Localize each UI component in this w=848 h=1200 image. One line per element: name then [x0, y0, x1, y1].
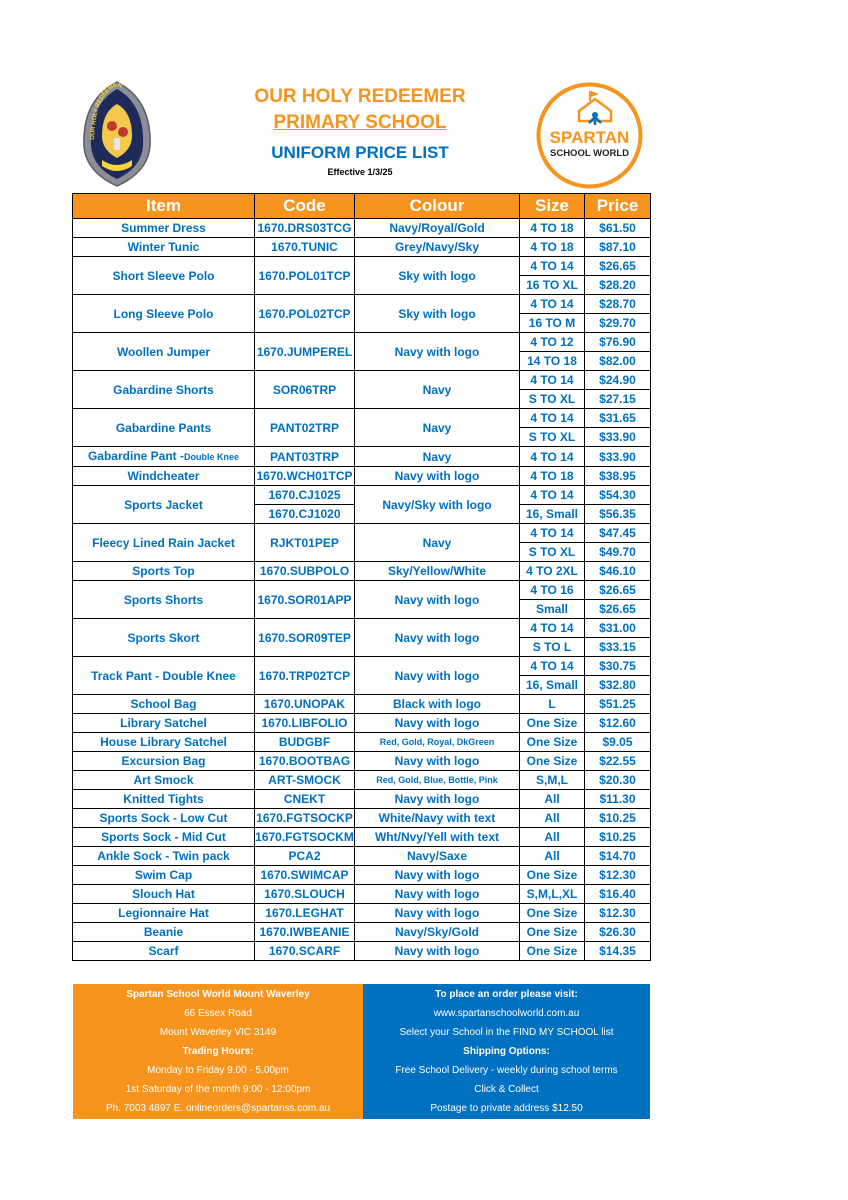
table-row — [73, 847, 651, 866]
code-cell: 1670.TUNIC — [255, 238, 355, 257]
price-cell: $12.60 — [585, 714, 651, 733]
code-cell: PANT03TRP — [255, 447, 355, 467]
price-cell: $12.30 — [585, 866, 651, 885]
school-name-line1: OUR HOLY REDEEMER — [254, 86, 466, 107]
code-cell: 1670.LIBFOLIO — [255, 714, 355, 733]
price-cell: $87.10 — [585, 238, 651, 257]
size-cell: 4 TO 18 — [520, 238, 585, 257]
size-cell: 4 TO 12 — [520, 333, 585, 352]
table-row — [73, 828, 651, 847]
colour-cell: Navy with logo — [355, 904, 520, 923]
item-cell: Sports Sock - Mid Cut — [73, 828, 255, 847]
price-cell: $14.35 — [585, 942, 651, 961]
price-cell: $76.90 — [585, 333, 651, 352]
price-cell: $33.90 — [585, 447, 651, 467]
size-cell: L — [520, 695, 585, 714]
item-cell: Sports Jacket — [73, 486, 255, 524]
colour-cell: Sky with logo — [355, 295, 520, 333]
size-cell: All — [520, 790, 585, 809]
price-cell: $28.70 — [585, 295, 651, 314]
code-cell: 1670.FGTSOCKM — [255, 828, 355, 847]
item-cell: Long Sleeve Polo — [73, 295, 255, 333]
table-row — [73, 447, 651, 467]
column-header-price: Price — [585, 194, 651, 219]
store-info-panel — [73, 984, 363, 1119]
size-cell: 4 TO 14 — [520, 409, 585, 428]
price-cell: $54.30 — [585, 486, 651, 505]
size-cell: S TO XL — [520, 390, 585, 409]
column-header-code: Code — [255, 194, 355, 219]
item-cell: Gabardine Shorts — [73, 371, 255, 409]
price-cell: $11.30 — [585, 790, 651, 809]
price-cell: $20.30 — [585, 771, 651, 790]
price-cell: $32.80 — [585, 676, 651, 695]
code-cell: ART-SMOCK — [255, 771, 355, 790]
colour-cell: Navy with logo — [355, 657, 520, 695]
store-address-street: 66 Essex Road — [184, 1008, 252, 1019]
ordering-info-panel — [363, 984, 650, 1119]
colour-cell: Navy — [355, 524, 520, 562]
code-cell: 1670.BOOTBAG — [255, 752, 355, 771]
colour-cell: Navy — [355, 447, 520, 467]
colour-cell: Navy/Saxe — [355, 847, 520, 866]
code-cell: BUDGBF — [255, 733, 355, 752]
shipping-option-click-collect: Click & Collect — [474, 1084, 539, 1095]
trading-hours-heading: Trading Hours: — [182, 1046, 254, 1057]
colour-cell: Navy with logo — [355, 333, 520, 371]
price-cell: $26.65 — [585, 257, 651, 276]
item-cell: Knitted Tights — [73, 790, 255, 809]
code-cell: CNEKT — [255, 790, 355, 809]
price-cell: $38.95 — [585, 467, 651, 486]
item-cell: Gabardine Pants — [73, 409, 255, 447]
size-cell: One Size — [520, 923, 585, 942]
price-cell: $12.30 — [585, 904, 651, 923]
colour-cell: Black with logo — [355, 695, 520, 714]
size-cell: 4 TO 18 — [520, 467, 585, 486]
colour-cell: Navy/Sky/Gold — [355, 923, 520, 942]
item-cell: Short Sleeve Polo — [73, 257, 255, 295]
price-cell: $24.90 — [585, 371, 651, 390]
table-row — [73, 257, 651, 276]
item-cell: Sports Skort — [73, 619, 255, 657]
size-cell: One Size — [520, 942, 585, 961]
table-row — [73, 295, 651, 314]
table-row — [73, 657, 651, 676]
colour-cell: Navy with logo — [355, 752, 520, 771]
code-cell: 1670.SOR09TEP — [255, 619, 355, 657]
size-cell: 4 TO 18 — [520, 219, 585, 238]
item-cell: Windcheater — [73, 467, 255, 486]
size-cell: All — [520, 847, 585, 866]
trading-hours-saturday: 1st Saturday of the month 9:00 - 12:00pm — [125, 1084, 311, 1095]
item-cell: Legionnaire Hat — [73, 904, 255, 923]
code-cell: 1670.POL02TCP — [255, 295, 355, 333]
price-cell: $46.10 — [585, 562, 651, 581]
code-cell: 1670.SUBPOLO — [255, 562, 355, 581]
table-row — [73, 562, 651, 581]
colour-cell: Navy with logo — [355, 619, 520, 657]
order-heading: To place an order please visit: — [435, 989, 578, 1000]
shipping-heading: Shipping Options: — [463, 1046, 550, 1057]
item-cell: Swim Cap — [73, 866, 255, 885]
size-cell: 4 TO 16 — [520, 581, 585, 600]
size-cell: S TO XL — [520, 543, 585, 562]
table-row — [73, 619, 651, 638]
item-cell: Slouch Hat — [73, 885, 255, 904]
item-cell: Winter Tunic — [73, 238, 255, 257]
column-header-item: Item — [73, 194, 255, 219]
size-cell: 14 TO 18 — [520, 352, 585, 371]
size-cell: 4 TO 14 — [520, 619, 585, 638]
size-cell: One Size — [520, 714, 585, 733]
colour-cell: Navy with logo — [355, 942, 520, 961]
website-link[interactable]: www.spartanschoolworld.com.au — [433, 1008, 580, 1019]
code-cell: RJKT01PEP — [255, 524, 355, 562]
item-cell: Woollen Jumper — [73, 333, 255, 371]
colour-cell: Navy — [355, 371, 520, 409]
price-cell: $47.45 — [585, 524, 651, 543]
size-cell: One Size — [520, 866, 585, 885]
price-cell: $29.70 — [585, 314, 651, 333]
price-cell: $28.20 — [585, 276, 651, 295]
item-cell: Beanie — [73, 923, 255, 942]
colour-cell: Navy with logo — [355, 714, 520, 733]
item-cell: Excursion Bag — [73, 752, 255, 771]
price-cell: $10.25 — [585, 809, 651, 828]
table-row — [73, 942, 651, 961]
table-row — [73, 790, 651, 809]
code-cell: 1670.FGTSOCKP — [255, 809, 355, 828]
school-crest-logo — [80, 80, 154, 188]
price-cell: $33.15 — [585, 638, 651, 657]
table-row — [73, 581, 651, 600]
table-row — [73, 771, 651, 790]
size-cell: All — [520, 828, 585, 847]
price-cell: $14.70 — [585, 847, 651, 866]
size-cell: 4 TO 14 — [520, 295, 585, 314]
size-cell: One Size — [520, 733, 585, 752]
price-cell: $33.90 — [585, 428, 651, 447]
item-cell: School Bag — [73, 695, 255, 714]
size-cell: One Size — [520, 752, 585, 771]
code-cell: 1670.DRS03TCG — [255, 219, 355, 238]
table-row — [73, 695, 651, 714]
size-cell: 4 TO 14 — [520, 257, 585, 276]
store-name: Spartan School World Mount Waverley — [126, 989, 310, 1000]
store-contact: Ph. 7003 4897 E. onlineorders@spartanss.com.au — [105, 1103, 331, 1114]
size-cell: One Size — [520, 904, 585, 923]
table-row — [73, 219, 651, 238]
size-cell: All — [520, 809, 585, 828]
code-cell: 1670.SOR01APP — [255, 581, 355, 619]
table-row — [73, 733, 651, 752]
colour-cell: Navy with logo — [355, 885, 520, 904]
colour-cell: Red, Gold, Blue, Bottle, Pink — [355, 771, 520, 790]
colour-cell: Navy with logo — [355, 467, 520, 486]
colour-cell: Grey/Navy/Sky — [355, 238, 520, 257]
price-cell: $22.55 — [585, 752, 651, 771]
price-cell: $49.70 — [585, 543, 651, 562]
shipping-option-school-delivery: Free School Delivery - weekly during school terms — [395, 1065, 618, 1076]
table-header-row — [73, 194, 651, 219]
column-header-colour: Colour — [355, 194, 520, 219]
effective-date: Effective 1/3/25 — [327, 167, 393, 177]
colour-cell: Sky with logo — [355, 257, 520, 295]
item-cell: Ankle Sock - Twin pack — [73, 847, 255, 866]
item-name: Gabardine Pant - — [87, 449, 184, 463]
size-cell: Small — [520, 600, 585, 619]
table-row — [73, 238, 651, 257]
price-cell: $61.50 — [585, 219, 651, 238]
table-row — [73, 752, 651, 771]
store-address-suburb: Mount Waverley VIC 3149 — [159, 1027, 277, 1038]
code-cell: 1670.IWBEANIE — [255, 923, 355, 942]
code-cell: 1670.CJ1020 — [255, 505, 355, 524]
code-cell: PANT02TRP — [255, 409, 355, 447]
colour-cell: Red, Gold, Royal, DkGreen — [355, 733, 520, 752]
title-block — [230, 84, 490, 178]
code-cell: 1670.CJ1025 — [255, 486, 355, 505]
code-cell: 1670.LEGHAT — [255, 904, 355, 923]
footer — [73, 984, 650, 1118]
size-cell: 4 TO 14 — [520, 371, 585, 390]
svg-text:SPARTAN: SPARTAN — [549, 128, 630, 147]
table-row — [73, 714, 651, 733]
item-cell: Fleecy Lined Rain Jacket — [73, 524, 255, 562]
colour-cell: Navy with logo — [355, 866, 520, 885]
table-row — [73, 904, 651, 923]
table-row — [73, 467, 651, 486]
column-header-size: Size — [520, 194, 585, 219]
price-cell: $26.65 — [585, 600, 651, 619]
price-cell: $82.00 — [585, 352, 651, 371]
price-cell: $31.00 — [585, 619, 651, 638]
size-cell: 16 TO M — [520, 314, 585, 333]
price-cell: $56.35 — [585, 505, 651, 524]
colour-cell: White/Navy with text — [355, 809, 520, 828]
find-school-instruction: Select your School in the FIND MY SCHOOL list — [399, 1027, 614, 1038]
table-row — [73, 409, 651, 428]
price-cell: $51.25 — [585, 695, 651, 714]
table-row — [73, 524, 651, 543]
colour-cell: Sky/Yellow/White — [355, 562, 520, 581]
price-cell: $9.05 — [585, 733, 651, 752]
price-cell: $26.30 — [585, 923, 651, 942]
colour-cell: Navy with logo — [355, 790, 520, 809]
price-cell: $16.40 — [585, 885, 651, 904]
table-row — [73, 923, 651, 942]
size-cell: 4 TO 14 — [520, 486, 585, 505]
item-cell — [73, 447, 255, 467]
item-cell: Art Smock — [73, 771, 255, 790]
table-row — [73, 486, 651, 505]
size-cell: 16, Small — [520, 676, 585, 695]
item-cell: Sports Shorts — [73, 581, 255, 619]
price-cell: $31.65 — [585, 409, 651, 428]
size-cell: 4 TO 14 — [520, 447, 585, 467]
code-cell: 1670.UNOPAK — [255, 695, 355, 714]
code-cell: 1670.WCH01TCP — [255, 467, 355, 486]
uniform-price-table — [72, 193, 651, 961]
price-cell: $30.75 — [585, 657, 651, 676]
school-name-line2: PRIMARY SCHOOL — [273, 112, 447, 133]
table-row — [73, 866, 651, 885]
code-cell: 1670.TRP02TCP — [255, 657, 355, 695]
code-cell: 1670.SCARF — [255, 942, 355, 961]
item-note: Double Knee — [184, 452, 240, 462]
size-cell: S,M,L — [520, 771, 585, 790]
code-cell: 1670.POL01TCP — [255, 257, 355, 295]
table-row — [73, 333, 651, 352]
table-row — [73, 809, 651, 828]
colour-cell: Navy/Royal/Gold — [355, 219, 520, 238]
code-cell: 1670.SLOUCH — [255, 885, 355, 904]
size-cell: 4 TO 2XL — [520, 562, 585, 581]
size-cell: 4 TO 14 — [520, 657, 585, 676]
table-row — [73, 371, 651, 390]
colour-cell: Navy — [355, 409, 520, 447]
code-cell: 1670.JUMPEREL — [255, 333, 355, 371]
size-cell: S TO XL — [520, 428, 585, 447]
price-cell: $27.15 — [585, 390, 651, 409]
colour-cell: Wht/Nvy/Yell with text — [355, 828, 520, 847]
code-cell: 1670.SWIMCAP — [255, 866, 355, 885]
item-cell: Track Pant - Double Knee — [73, 657, 255, 695]
svg-text:SCHOOL WORLD: SCHOOL WORLD — [550, 148, 629, 159]
code-cell: SOR06TRP — [255, 371, 355, 409]
size-cell: 4 TO 14 — [520, 524, 585, 543]
size-cell: 16 TO XL — [520, 276, 585, 295]
svg-text:OUR HOLY REDEEMER: OUR HOLY REDEEMER — [90, 82, 124, 140]
shipping-option-postage: Postage to private address $12.50 — [430, 1103, 583, 1114]
size-cell: 16, Small — [520, 505, 585, 524]
item-cell: Summer Dress — [73, 219, 255, 238]
item-cell: Sports Sock - Low Cut — [73, 809, 255, 828]
trading-hours-weekday: Monday to Friday 9.00 - 5.00pm — [147, 1065, 289, 1076]
size-cell: S,M,L,XL — [520, 885, 585, 904]
item-cell: Library Satchel — [73, 714, 255, 733]
size-cell: S TO L — [520, 638, 585, 657]
code-cell: PCA2 — [255, 847, 355, 866]
page-title: UNIFORM PRICE LIST — [271, 143, 449, 162]
price-cell: $10.25 — [585, 828, 651, 847]
spartan-school-world-logo — [535, 81, 644, 190]
item-cell: Scarf — [73, 942, 255, 961]
item-cell: Sports Top — [73, 562, 255, 581]
colour-cell: Navy/Sky with logo — [355, 486, 520, 524]
price-cell: $26.65 — [585, 581, 651, 600]
table-row — [73, 885, 651, 904]
item-cell: House Library Satchel — [73, 733, 255, 752]
colour-cell: Navy with logo — [355, 581, 520, 619]
